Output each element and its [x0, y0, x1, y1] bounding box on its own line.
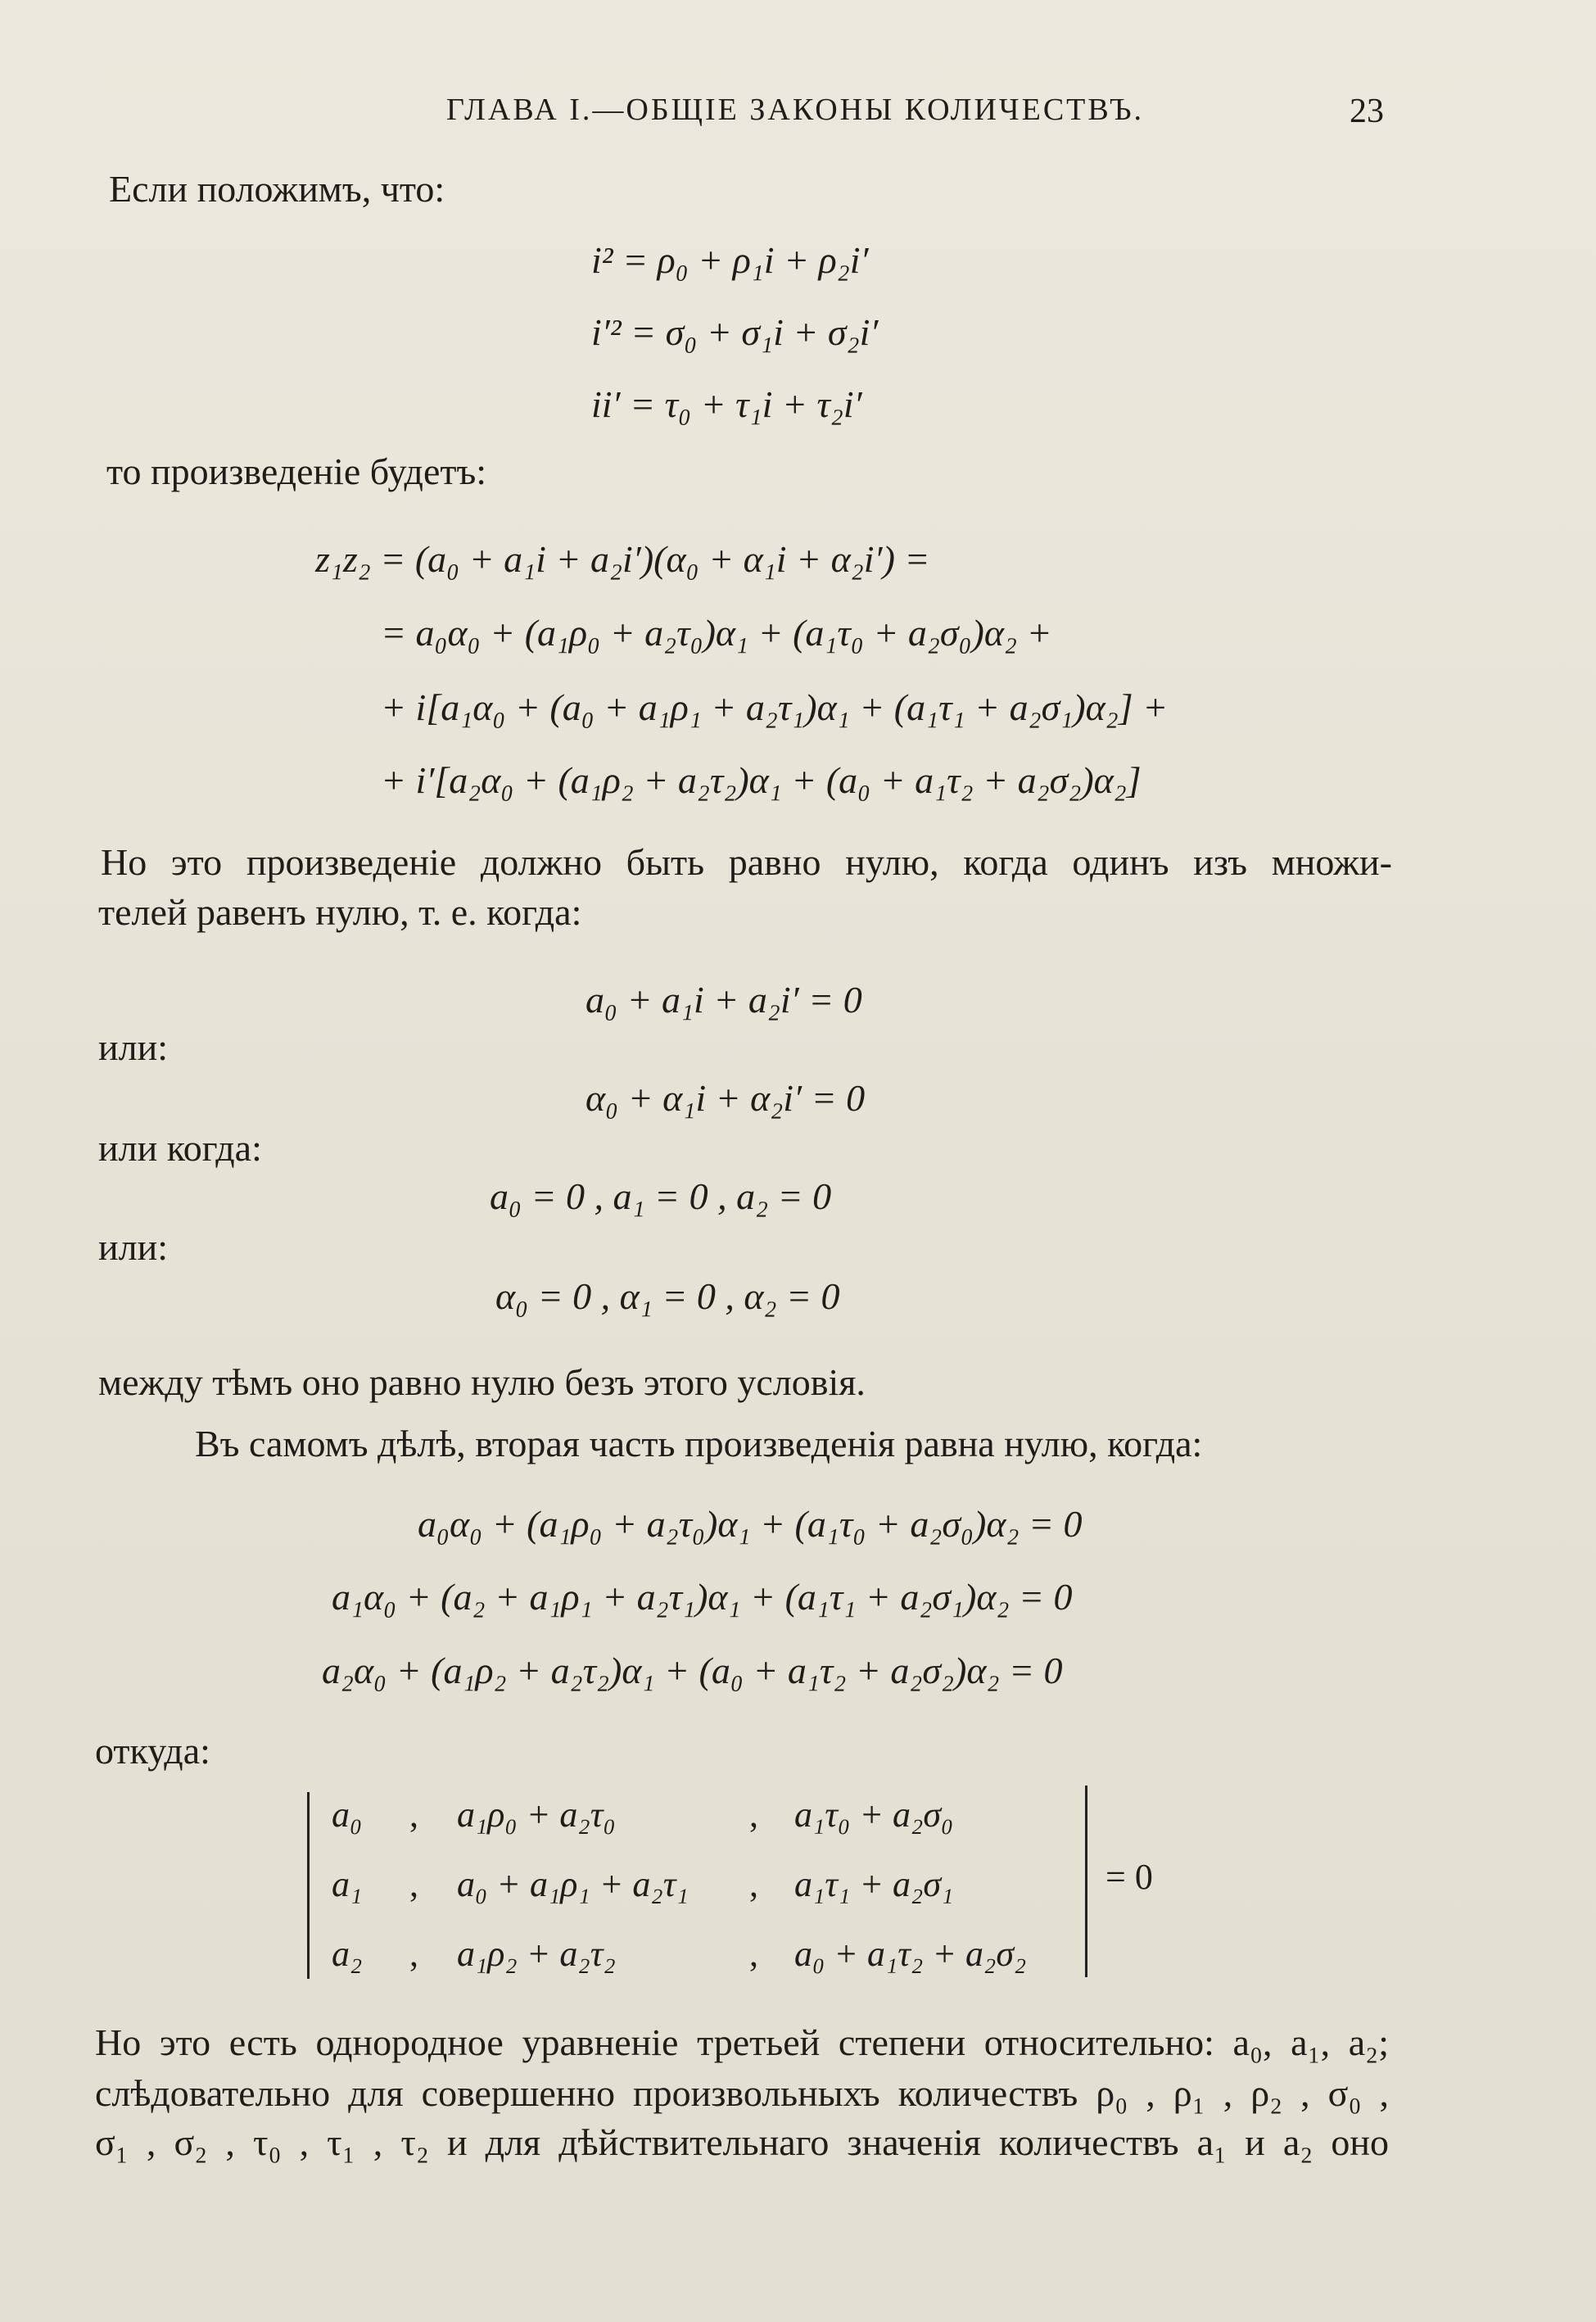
determinant-cell: a₀	[332, 1795, 363, 1835]
product-equation-line-2: = a₀α₀ + (a₁ρ₀ + a₂τ₀)α₁ + (a₁τ₀ + a₂σ₀)α₂ +	[381, 612, 1052, 654]
determinant-cell: ,	[749, 1934, 758, 1974]
text-line: телей равенъ нулю, т. е. когда:	[98, 891, 582, 933]
text-line: слѣдовательно для совершенно произвольныхъ количествъ ρ₀ , ρ₁ , ρ₂ , σ₀ ,	[95, 2072, 1389, 2114]
determinant-cell: ,	[749, 1795, 758, 1835]
text-line: то произведеніе будетъ:	[106, 450, 487, 492]
determinant-right-bar	[1085, 1786, 1087, 1977]
determinant-cell: a₀ + a₁ρ₁ + a₂τ₁	[457, 1864, 689, 1904]
determinant-cell: a₁ρ₂ + a₂τ₂	[457, 1934, 616, 1974]
zero-factor-a: a₀ + a₁i + a₂i′ = 0	[586, 979, 862, 1021]
determinant-cell: a₁τ₀ + a₂σ₀	[794, 1795, 954, 1835]
determinant-cell: a₂	[332, 1934, 363, 1974]
text-line: σ₁ , σ₂ , τ₀ , τ₁ , τ₂ и для дѣйствительнаго значенія количествъ a₁ и a₂ оно	[95, 2121, 1389, 2163]
product-equation-line-1: z₁z₂ = (a₀ + a₁i + a₂i′)(α₀ + α₁i + α₂i′) =	[315, 538, 930, 580]
page-number: 23	[1350, 93, 1384, 130]
equation-i-prime-squared: i′² = σ₀ + σ₁i + σ₂i′	[591, 311, 879, 353]
determinant-cell: ,	[409, 1864, 418, 1904]
text-line: между тѣмъ оно равно нулю безъ этого условія.	[98, 1361, 866, 1403]
product-equation-line-3: + i[a₁α₀ + (a₀ + a₁ρ₁ + a₂τ₁)α₁ + (a₁τ₁ + a₂σ₁)α₂] +	[381, 686, 1169, 728]
equation-i-squared: i² = ρ₀ + ρ₁i + ρ₂i′	[591, 239, 869, 281]
text-line: или когда:	[98, 1127, 262, 1169]
text-line: Если положимъ, что:	[109, 168, 445, 210]
system-equation-1: a₀α₀ + (a₁ρ₀ + a₂τ₀)α₁ + (a₁τ₀ + a₂σ₀)α₂ = 0	[418, 1503, 1083, 1545]
determinant-cell: ,	[749, 1864, 758, 1904]
text-line: Но это есть однородное уравненіе третьей степени относительно: a₀, a₁, a₂;	[95, 2021, 1389, 2063]
text-line: Въ самомъ дѣлѣ, вторая часть произведенія равна нулю, когда:	[195, 1423, 1203, 1464]
determinant-cell: a₁	[332, 1864, 363, 1904]
system-equation-3: a₂α₀ + (a₁ρ₂ + a₂τ₂)α₁ + (a₀ + a₁τ₂ + a₂σ₂)α₂ = 0	[322, 1650, 1063, 1691]
zero-coeffs-alpha: α₀ = 0 , α₁ = 0 , α₂ = 0	[495, 1275, 840, 1317]
system-equation-2: a₁α₀ + (a₂ + a₁ρ₁ + a₂τ₁)α₁ + (a₁τ₁ + a₂σ₁)α₂ = 0	[332, 1576, 1073, 1618]
determinant-cell: a₀ + a₁τ₂ + a₂σ₂	[794, 1934, 1027, 1974]
determinant-cell: ,	[409, 1795, 418, 1835]
text-line: откуда:	[95, 1730, 210, 1772]
determinant-cell: a₁τ₁ + a₂σ₁	[794, 1864, 954, 1904]
text-line: или:	[98, 1226, 168, 1268]
determinant-left-bar	[307, 1792, 310, 1979]
zero-factor-alpha: α₀ + α₁i + α₂i′ = 0	[586, 1077, 866, 1119]
determinant-rhs: = 0	[1105, 1857, 1153, 1897]
determinant-cell: ,	[409, 1934, 418, 1974]
text-line: или:	[98, 1026, 168, 1068]
zero-coeffs-a: a₀ = 0 , a₁ = 0 , a₂ = 0	[490, 1175, 832, 1217]
product-equation-line-4: + i′[a₂α₀ + (a₁ρ₂ + a₂τ₂)α₁ + (a₀ + a₁τ₂ + a₂σ₂)α₂]	[381, 759, 1142, 801]
running-title: ГЛАВА I.—ОБЩІЕ ЗАКОНЫ КОЛИЧЕСТВЪ.	[446, 93, 1145, 127]
determinant-cell: a₁ρ₀ + a₂τ₀	[457, 1795, 616, 1835]
text-line: Но это произведеніе должно быть равно нулю, когда одинъ изъ множи-	[101, 841, 1392, 883]
equation-i-i-prime: ii′ = τ₀ + τ₁i + τ₂i′	[591, 383, 862, 425]
